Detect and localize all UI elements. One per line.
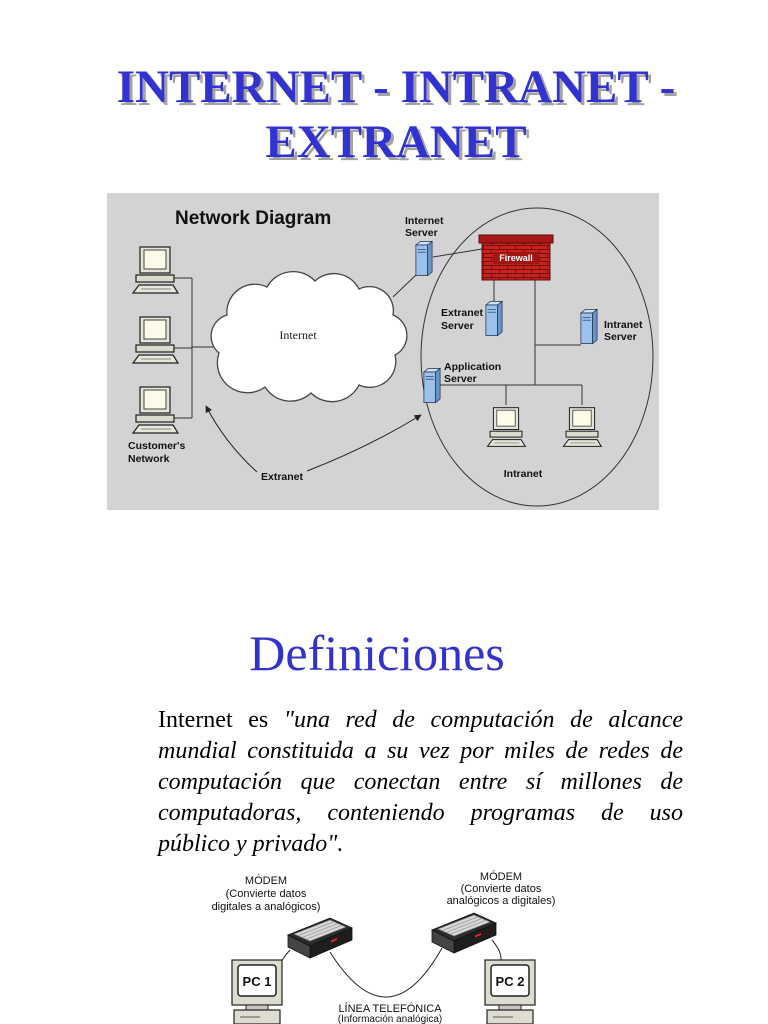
page-title (24, 60, 768, 170)
internet-server-label: Internet (405, 215, 444, 227)
title-line-2: EXTRANET (265, 116, 527, 168)
customer-network-label: Network (128, 453, 170, 465)
pc1-stand (246, 1005, 268, 1010)
paragraph-line: público y privado". (158, 831, 344, 857)
intranet-server-label: Intranet (604, 319, 643, 331)
phone-line-sublabel: (Información analógica) (337, 1014, 443, 1024)
right-modem-icon (432, 913, 496, 953)
application-server-label: Server (444, 373, 477, 385)
modem-diagram (190, 866, 580, 1024)
firewall-cap (479, 235, 553, 243)
extranet-label: Extranet (260, 471, 304, 483)
pc2-label: PC 2 (495, 974, 525, 989)
left-modem-label: MÓDEM (244, 875, 288, 887)
extranet-server-icon (486, 301, 502, 335)
pc2-computer-icon (485, 960, 535, 1024)
internet-server-label: Server (405, 227, 438, 239)
application-server-icon (424, 368, 440, 402)
network-diagram (107, 193, 659, 510)
left-modem-label: (Convierte datos (225, 888, 307, 900)
definitions-heading: Definiciones (249, 625, 505, 681)
phone-line-label: LÍNEA TELEFÓNICA (338, 1003, 442, 1015)
extranet-server-label: Extranet (441, 307, 484, 319)
pc1-computer-icon (232, 960, 282, 1024)
internet-server-icon (416, 241, 432, 275)
pc1-label: PC 1 (242, 974, 272, 989)
firewall-icon (479, 235, 553, 280)
intranet-label: Intranet (503, 468, 543, 480)
pc2-stand (499, 1005, 521, 1010)
intranet-server-label: Server (604, 331, 637, 343)
definition-paragraph (158, 705, 683, 860)
extranet-server-label: Server (441, 320, 474, 332)
title-line-1: INTERNET - INTRANET - (116, 61, 676, 113)
defined-term: Internet es (158, 707, 269, 733)
paragraph-line (158, 705, 683, 736)
definition-quote: "una red de computación de alcance (283, 707, 683, 733)
customer-network-label: Customer's (128, 440, 186, 452)
right-modem-label: MÓDEM (479, 871, 523, 883)
firewall-label: Firewall (499, 253, 533, 263)
paragraph-line: computadoras, conteniendo programas de uso (158, 800, 683, 826)
paragraph-line: computación que conectan entre sí millones de (158, 769, 683, 795)
right-modem-label: analógicos a digitales) (446, 895, 556, 907)
diagram-title: Network Diagram (175, 208, 332, 229)
left-modem-icon (288, 918, 352, 958)
cloud-label: Internet (279, 328, 317, 342)
right-modem-label: (Convierte datos (460, 883, 542, 895)
phone-line-cable (330, 948, 442, 997)
intranet-server-icon (581, 309, 597, 343)
paragraph-line: mundial constituida a su vez por miles de redes de (158, 738, 683, 764)
left-modem-label: digitales a analógicos) (211, 901, 321, 913)
application-server-label: Application (444, 361, 502, 373)
